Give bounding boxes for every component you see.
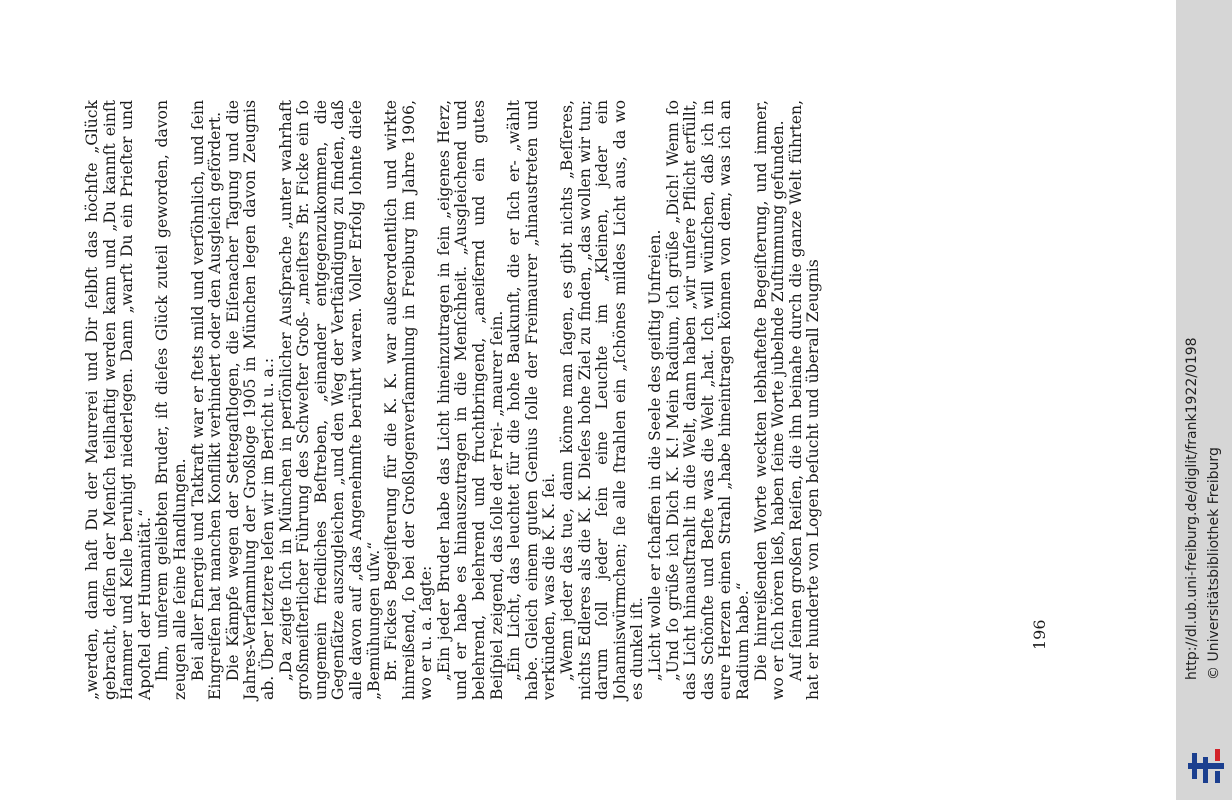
source-url-link[interactable]: http://dl.ub.uni-freiburg.de/diglit/frank1922/0198 <box>1184 337 1200 680</box>
paragraph: „Ein Licht, das leuchtet für die hohe Baukunſt, die er ſich er- „wählt habe. Gleich einem guten Genius ſolle der Freimaurer „hinaustreten und verkünden, was die K. K. ſei. <box>505 100 559 700</box>
copyright-notice: © Universitätsbibliothek Freiburg <box>1206 447 1222 680</box>
page-number: 196 <box>1030 619 1049 650</box>
body-text <box>84 100 823 700</box>
paragraph: „Wenn jeder das tue, dann könne man ſagen, es gibt nichts „Beſſeres, nichts Edleres als die K. K. Dieſes hohe Ziel zu finden, „das wollen wir tun; darum ſoll jeder ſein eine Leuchte im „Kleinen, jeder ein Johanniswürmchen; ſie alle ſtrahlen ein „ſchönes mildes Licht aus, da wo es dunkel iſt. <box>558 100 647 700</box>
paragraph: „Ein jeder Bruder habe das Licht hineinzutragen in ſein „eigenes Herz, und er habe es hinauszutragen in die Menſchheit. „Ausgleichend und belehrend, belehrend und fruchtbringend, „aneifernd und ein gutes Beiſpiel zeigend, das ſolle der Frei- „maurer ſein. <box>434 100 506 700</box>
paragraph: Bei aller Energie und Tatkraft war er ſtets mild und verſöhnlich, und ſein Eingreifen hat manchen Konflikt verhindert oder den Ausgleich gefördert. <box>188 100 225 700</box>
paragraph: Br. Fickes Begeiſterung für die K. K. war außerordentlich und wirkte hinreißend, ſo bei der Großlogenverſammlung in Freiburg im Jahre 1906, wo er u. a. ſagte: <box>382 100 436 700</box>
paragraph: „Und ſo grüße ich Dich K. K.! Mein Radium, ich grüße „Dich! Wenn ſo das Licht hinausſtrahlt in die Welt, dann haben „wir unſere Pflicht erfüllt, das Schönſte und Beſte was die Welt „hat. Ich will wünſchen, daß ich in eure Herzen einen Strahl „habe hineintragen können von dem, was ich an Radium habe.“ <box>663 100 752 700</box>
paragraph: „Da zeigte ſich in München in perſönlicher Ausſprache „unter wahrhaft großmeiſterlicher Führung des Schweſter Groß- „meiſters Br. Ficke ein ſo ungemein friedliches Beſtreben, „einander entgegenzukommen, die Gegenſätze auszugleichen „und den Weg der Verſtändigung zu finden, daß alle davon auf „das Angenehmſte berührt waren. Voller Erfolg lohnte dieſe „Bemühungen uſw.“ <box>276 100 383 700</box>
paragraph: „Licht wolle er ſchaffen in die Seele des geiſtig Unfreien. <box>646 229 664 682</box>
paragraph: Ihm, unſerem geliebten Bruder, iſt dieſes Glück zuteil geworden, davon zeugen alle ſeine Handlungen. <box>153 100 189 700</box>
ub-freiburg-logo-icon <box>1186 745 1226 785</box>
paragraph: Die Kämpfe wegen der Settegaſtlogen, die Eiſenacher Tagung und die Jahres-Verſammlung der Großloge 1905 in München legen davon Zeugnis ab. Über letztere leſen wir im Bericht u. a.: <box>223 100 277 700</box>
paragraph: Die hinreißenden Worte weckten lebhafteſte Begeiſterung, und immer, wo er ſich hören ließ, haben ſeine Worte jubelnde Zuſtimmung gefunden. <box>751 100 788 700</box>
paragraph: Auf ſeinen großen Reiſen, die ihn beinahe durch die ganze Welt führten, hat er hunderte von Logen beſucht und überall Zeugnis <box>786 100 823 700</box>
paragraph: „werden, dann haſt Du der Maurerei und Dir ſelbſt das höchſte „Glück gebracht, deſſen der Menſch teilhaftig werden kann und „Du kannſt einſt Hammer und Kelle beruhigt niederlegen. Dann „warſt Du ein Prieſter und Apoſtel der Humanität.“ <box>83 100 154 700</box>
